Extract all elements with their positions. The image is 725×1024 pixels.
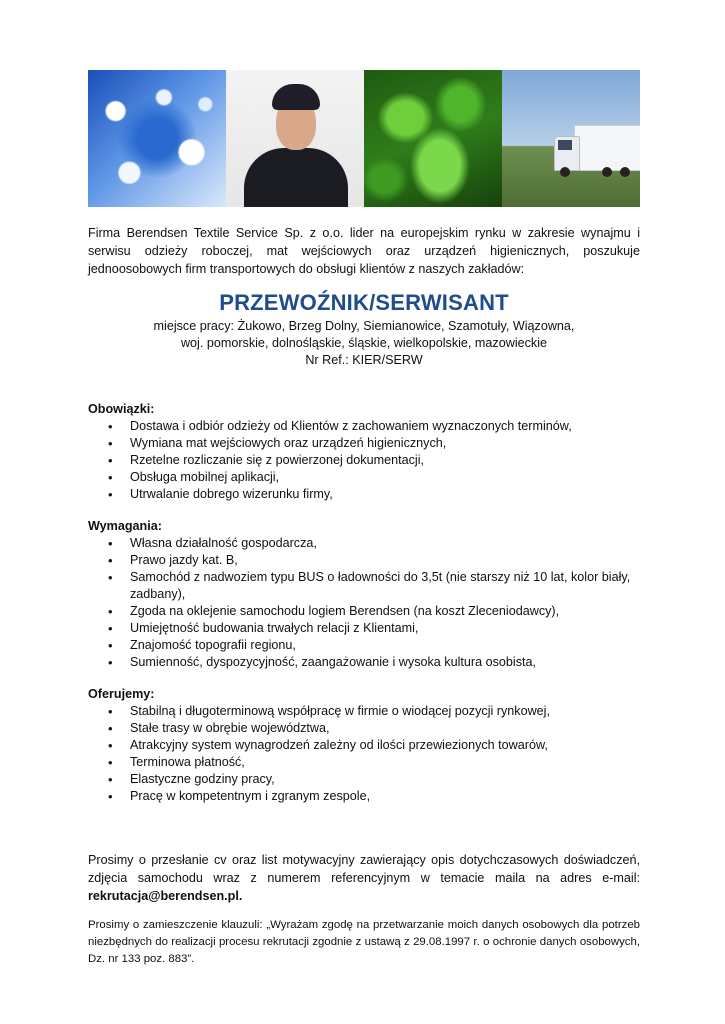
- job-reference: Nr Ref.: KIER/SERW: [305, 353, 423, 367]
- duties-section: [88, 401, 640, 503]
- foam-bubbles-image: [88, 70, 226, 207]
- requirements-heading: Wymagania:: [88, 519, 162, 533]
- intro-paragraph: Firma Berendsen Textile Service Sp. z o.o. lider na europejskim rynku w zakresie wynajmu i serwisu odzieży roboczej, mat wejściowych oraz urządzeń higienicznych, poszukuje jednoosobowych firm transportowych do obsługi klientów z naszych zakładów:: [88, 226, 640, 276]
- list-item: • Obsługa mobilnej aplikacji,: [130, 469, 640, 486]
- job-location-line2: woj. pomorskie, dolnośląskie, śląskie, wielkopolskie, mazowieckie: [180, 336, 548, 350]
- list-item: • Elastyczne godziny pracy,: [130, 771, 640, 788]
- list-item: • Prawo jazdy kat. B,: [130, 552, 640, 569]
- job-title: PRZEWOŹNIK/SERWISANT: [219, 290, 509, 315]
- offer-section: [88, 686, 640, 805]
- list-item: • Stabilną i długoterminową współpracę w firmie o wiodącej pozycji rynkowej,: [130, 703, 640, 720]
- job-location-line1: miejsce pracy: Żukowo, Brzeg Dolny, Siemianowice, Szamotuły, Wiązowna,: [153, 319, 575, 333]
- offer-heading: Oferujemy:: [88, 687, 155, 701]
- list-item: • Stałe trasy w obrębie województwa,: [130, 720, 640, 737]
- list-item: • Wymiana mat wejściowych oraz urządzeń higienicznych,: [130, 435, 640, 452]
- worker-portrait-image: [226, 70, 364, 207]
- requirements-list: [88, 535, 640, 671]
- truck-image: [502, 70, 640, 207]
- list-item: • Pracę w kompetentnym i zgranym zespole,: [130, 788, 640, 805]
- list-item: • Rzetelne rozliczanie się z powierzonej dokumentacji,: [130, 452, 640, 469]
- list-item: • Umiejętność budowania trwałych relacji z Klientami,: [130, 620, 640, 637]
- list-item: • Sumienność, dyspozycyjność, zaangażowanie i wysoka kultura osobista,: [130, 654, 640, 671]
- contact-text: Prosimy o przesłanie cv oraz list motywacyjny zawierający opis dotychczasowych doświadczeń, zdjęcia samochodu wraz z numerem referencyjnym w temacie maila na adres e-mail:: [88, 853, 640, 885]
- contact-paragraph: [88, 851, 640, 905]
- duties-heading: Obowiązki:: [88, 402, 155, 416]
- list-item: • Zgoda na oklejenie samochodu logiem Berendsen (na koszt Zleceniodawcy),: [130, 603, 640, 620]
- green-leaves-image: [364, 70, 502, 207]
- job-meta: [88, 318, 640, 369]
- offer-list: [88, 703, 640, 805]
- list-item: • Atrakcyjny system wynagrodzeń zależny od ilości przewiezionych towarów,: [130, 737, 640, 754]
- consent-clause: Prosimy o zamieszczenie klauzuli: „Wyrażam zgodę na przetwarzanie moich danych osobowych dla potrzeb niezbędnych do realizacji procesu rekrutacji zgodnie z ustawą z 29.08.1997 r. o ochronie danych osobowych, Dz. nr 133 poz. 883”.: [88, 919, 640, 965]
- list-item: • Samochód z nadwoziem typu BUS o ładowności do 3,5t (nie starszy niż 10 lat, kolor biały, zadbany),: [130, 569, 640, 603]
- list-item: • Utrwalanie dobrego wizerunku firmy,: [130, 486, 640, 503]
- list-item: • Terminowa płatność,: [130, 754, 640, 771]
- list-item: • Znajomość topografii regionu,: [130, 637, 640, 654]
- duties-list: [88, 418, 640, 503]
- list-item: • Własna działalność gospodarcza,: [130, 535, 640, 552]
- list-item: • Dostawa i odbiór odzieży od Klientów z zachowaniem wyznaczonych terminów,: [130, 418, 640, 435]
- requirements-section: [88, 518, 640, 671]
- contact-email: rekrutacja@berendsen.pl.: [88, 889, 243, 903]
- header-banner: [88, 70, 640, 207]
